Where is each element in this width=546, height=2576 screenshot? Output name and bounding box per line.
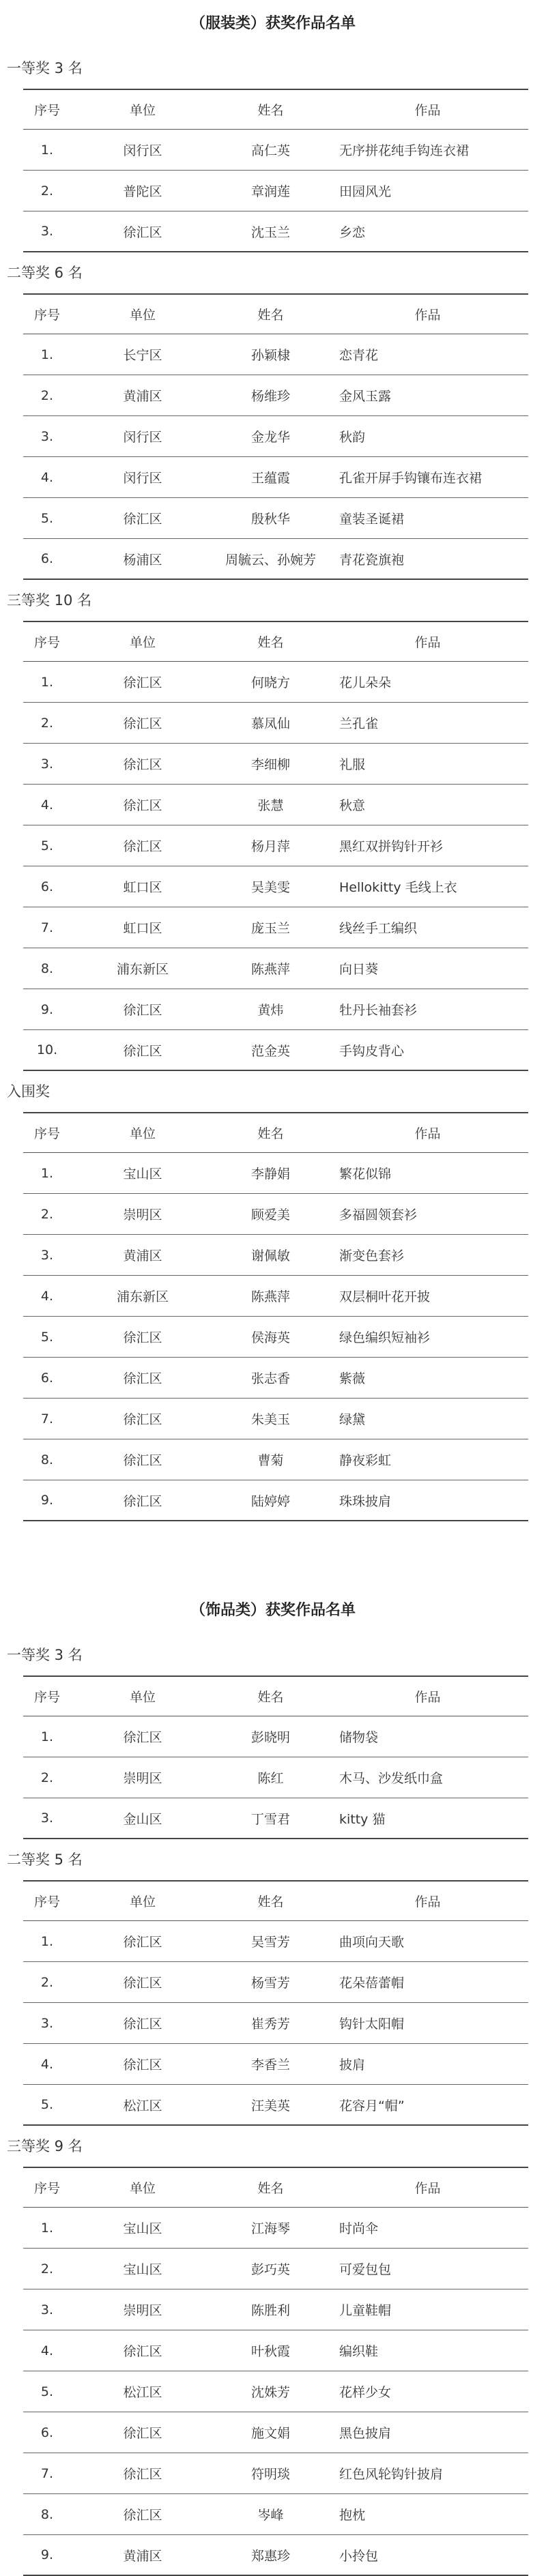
col-work-cell: 花儿朵朵 xyxy=(339,675,392,690)
col-name-cell: 陆婷婷 xyxy=(250,1493,290,1509)
table-row xyxy=(23,2453,528,2494)
col-name-cell: 彭晓明 xyxy=(250,1730,290,1745)
col-work-header: 作品 xyxy=(414,2181,441,2196)
col-name-cell: 杨月萍 xyxy=(250,839,290,854)
col-district-cell: 宝山区 xyxy=(123,2221,162,2236)
col-name-cell: 陈燕萍 xyxy=(250,962,290,977)
col-name-cell: 沈玉兰 xyxy=(250,224,290,240)
col-number-cell: 4. xyxy=(40,469,54,485)
col-name-cell: 金龙华 xyxy=(250,430,290,445)
table-row xyxy=(23,907,528,948)
col-name-header: 姓名 xyxy=(257,2181,284,2196)
col-work-cell: 储物袋 xyxy=(339,1730,379,1745)
col-work-cell: 披肩 xyxy=(339,2058,366,2073)
col-district-cell: 闵行区 xyxy=(123,143,162,158)
col-number-cell: 7. xyxy=(40,1411,54,1426)
col-name-header: 姓名 xyxy=(257,308,284,323)
col-work-cell: 木马、沙发纸巾盒 xyxy=(339,1771,444,1786)
col-district-cell: 闵行区 xyxy=(123,471,162,486)
col-work-header: 作品 xyxy=(414,308,441,323)
award-table xyxy=(23,621,528,1071)
table-row xyxy=(23,785,528,825)
col-district-cell: 徐汇区 xyxy=(123,2508,162,2523)
col-work-cell: 金风玉露 xyxy=(339,389,392,404)
section-spacer xyxy=(0,1521,546,1587)
table-row xyxy=(23,866,528,907)
col-work-header: 作品 xyxy=(414,1894,441,1909)
table-row xyxy=(23,825,528,866)
col-work-cell: 珠珠披肩 xyxy=(339,1493,392,1509)
col-district-cell: 徐汇区 xyxy=(123,1935,162,1950)
table-row xyxy=(23,416,528,457)
col-work-cell: 花朵蓓蕾帽 xyxy=(339,1976,405,1991)
col-name-cell: 崔秀芳 xyxy=(250,2017,290,2032)
table-row xyxy=(23,1276,528,1317)
col-name-cell: 黄炜 xyxy=(257,1003,284,1018)
table-row xyxy=(23,130,528,171)
col-number-cell: 1. xyxy=(40,142,54,158)
col-work-cell: 红色风轮钩针披肩 xyxy=(339,2467,444,2482)
col-work-cell: 花样少女 xyxy=(339,2385,392,2400)
col-work-cell: 手钩皮背心 xyxy=(339,1043,405,1059)
col-number-header: 序号 xyxy=(33,103,60,118)
col-name-cell: 丁雪君 xyxy=(250,1811,290,1827)
col-name-cell: 张慧 xyxy=(257,798,284,813)
table-header-row xyxy=(23,1675,528,1716)
table-row xyxy=(23,1962,528,2003)
col-work-header: 作品 xyxy=(414,1126,441,1141)
col-district-cell: 徐汇区 xyxy=(123,224,162,240)
col-number-cell: 9. xyxy=(40,1001,54,1017)
col-district-cell: 浦东新区 xyxy=(116,1289,169,1304)
col-name-cell: 李细柳 xyxy=(250,757,290,772)
col-number-cell: 4. xyxy=(40,2343,54,2358)
col-name-cell: 孙颖棣 xyxy=(250,348,290,363)
col-work-cell: 儿童鞋帽 xyxy=(339,2303,392,2318)
col-name-cell: 陈红 xyxy=(257,1771,284,1786)
col-number-cell: 1. xyxy=(40,1165,54,1181)
col-work-cell: 多福圆领套衫 xyxy=(339,1208,418,1223)
col-work-cell: 紫薇 xyxy=(339,1371,366,1386)
col-number-cell: 5. xyxy=(40,838,54,853)
col-name-cell: 吴雪芳 xyxy=(250,1935,290,1950)
col-number-cell: 6. xyxy=(40,879,54,894)
col-district-cell: 长宁区 xyxy=(123,348,162,363)
col-name-cell: 杨雪芳 xyxy=(250,1976,290,1991)
col-name-cell: 慕凤仙 xyxy=(250,716,290,731)
col-work-cell: 无序拼花纯手钩连衣裙 xyxy=(339,143,470,158)
table-row xyxy=(23,457,528,498)
col-number-cell: 6. xyxy=(40,2425,54,2440)
table-row xyxy=(23,1921,528,1962)
col-name-cell: 符明琰 xyxy=(250,2467,290,2482)
col-work-cell: 黑色披肩 xyxy=(339,2426,392,2441)
col-name-cell: 张志香 xyxy=(250,1371,290,1386)
col-name-cell: 江海琴 xyxy=(250,2221,290,2236)
col-work-header: 作品 xyxy=(414,103,441,118)
col-name-cell: 李静娟 xyxy=(250,1167,290,1182)
table-row xyxy=(23,1716,528,1757)
col-number-cell: 3. xyxy=(40,1247,54,1263)
table-header-row xyxy=(23,2167,528,2208)
col-name-header: 姓名 xyxy=(257,1690,284,1705)
prize-heading: 二等奖 6 名 xyxy=(7,265,83,281)
col-work-cell: 时尚伞 xyxy=(339,2221,379,2236)
col-number-cell: 1. xyxy=(40,2220,54,2236)
col-name-cell: 庞玉兰 xyxy=(250,921,290,936)
col-number-cell: 2. xyxy=(40,715,54,731)
col-district-header: 单位 xyxy=(129,2181,156,2196)
col-number-cell: 5. xyxy=(40,2097,54,2112)
col-number-cell: 5. xyxy=(40,2384,54,2399)
table-row xyxy=(23,2371,528,2412)
col-district-cell: 徐汇区 xyxy=(123,1043,162,1059)
col-name-cell: 陈燕萍 xyxy=(250,1289,290,1304)
table-row xyxy=(23,1439,528,1480)
col-district-cell: 普陀区 xyxy=(123,184,162,199)
col-district-cell: 徐汇区 xyxy=(123,1976,162,1991)
col-work-cell: 童装圣诞裙 xyxy=(339,512,405,527)
col-district-cell: 浦东新区 xyxy=(116,962,169,977)
col-name-cell: 施文娟 xyxy=(250,2426,290,2441)
col-number-cell: 3. xyxy=(40,2015,54,2031)
col-district-cell: 徐汇区 xyxy=(123,757,162,772)
col-number-cell: 10. xyxy=(36,1042,58,1057)
prize-heading: 三等奖 10 名 xyxy=(7,592,92,609)
table-header-row xyxy=(23,89,528,130)
col-district-cell: 徐汇区 xyxy=(123,1493,162,1509)
col-number-cell: 2. xyxy=(40,183,54,199)
table-row xyxy=(23,2085,528,2126)
col-number-header: 序号 xyxy=(33,1690,60,1705)
col-name-cell: 曹菊 xyxy=(257,1453,284,1468)
col-district-cell: 徐汇区 xyxy=(123,1453,162,1468)
table-row xyxy=(23,2535,528,2576)
col-number-cell: 6. xyxy=(40,1370,54,1386)
col-name-cell: 陈胜利 xyxy=(250,2303,290,2318)
table-row xyxy=(23,2494,528,2535)
table-row xyxy=(23,171,528,211)
col-name-header: 姓名 xyxy=(257,635,284,650)
col-number-cell: 4. xyxy=(40,2056,54,2072)
col-district-cell: 徐汇区 xyxy=(123,2426,162,2441)
col-name-cell: 周毓云、孙婉芳 xyxy=(225,552,316,568)
col-work-cell: 孔雀开屏手钩镶布连衣裙 xyxy=(339,471,483,486)
prize-heading: 一等奖 3 名 xyxy=(7,60,83,76)
award-table xyxy=(23,89,528,252)
col-district-cell: 杨浦区 xyxy=(123,552,162,568)
col-number-cell: 8. xyxy=(40,1452,54,1467)
col-work-cell: 抱枕 xyxy=(339,2508,366,2523)
col-name-header: 姓名 xyxy=(257,103,284,118)
col-number-cell: 9. xyxy=(40,1493,54,1508)
table-row xyxy=(23,1798,528,1839)
col-name-cell: 郑惠珍 xyxy=(250,2548,290,2564)
col-work-cell: 花容月“帽” xyxy=(339,2098,405,2113)
table-row xyxy=(23,1153,528,1194)
col-number-cell: 1. xyxy=(40,1729,54,1744)
col-district-cell: 徐汇区 xyxy=(123,512,162,527)
table-row xyxy=(23,662,528,703)
table-row xyxy=(23,744,528,785)
col-name-cell: 李香兰 xyxy=(250,2058,290,2073)
col-district-cell: 徐汇区 xyxy=(123,675,162,690)
col-number-cell: 1. xyxy=(40,347,54,362)
table-row xyxy=(23,703,528,744)
section-title: （服装类）获奖作品名单 xyxy=(190,15,356,32)
table-header-row xyxy=(23,1112,528,1153)
table-row xyxy=(23,1480,528,1521)
col-name-cell: 吴美雯 xyxy=(250,880,290,895)
table-header-row xyxy=(23,1880,528,1921)
col-number-cell: 7. xyxy=(40,920,54,935)
col-name-cell: 谢佩敏 xyxy=(250,1248,290,1263)
col-number-cell: 3. xyxy=(40,428,54,444)
col-number-cell: 9. xyxy=(40,2547,54,2562)
table-row xyxy=(23,1235,528,1276)
table-row xyxy=(23,2249,528,2289)
col-name-cell: 顾爱美 xyxy=(250,1208,290,1223)
col-name-header: 姓名 xyxy=(257,1894,284,1909)
col-name-cell: 彭巧英 xyxy=(250,2262,290,2277)
col-district-cell: 黄浦区 xyxy=(123,1248,162,1263)
col-work-cell: 双层桐叶花开披 xyxy=(339,1289,431,1304)
col-number-cell: 8. xyxy=(40,961,54,976)
col-work-cell: kitty 猫 xyxy=(339,1811,386,1827)
table-header-row xyxy=(23,293,528,334)
table-row xyxy=(23,2289,528,2330)
col-district-cell: 虹口区 xyxy=(123,921,162,936)
col-number-cell: 5. xyxy=(40,510,54,526)
col-work-cell: 礼服 xyxy=(339,757,366,772)
table-row xyxy=(23,1757,528,1798)
prize-heading: 三等奖 9 名 xyxy=(7,2138,83,2154)
col-district-cell: 宝山区 xyxy=(123,1167,162,1182)
table-row xyxy=(23,1317,528,1358)
col-district-header: 单位 xyxy=(129,1690,156,1705)
col-number-cell: 2. xyxy=(40,387,54,403)
table-row xyxy=(23,989,528,1030)
col-work-cell: 乡恋 xyxy=(339,224,366,240)
col-work-header: 作品 xyxy=(414,635,441,650)
col-work-cell: 渐变色套衫 xyxy=(339,1248,405,1263)
col-district-cell: 徐汇区 xyxy=(123,1730,162,1745)
table-row xyxy=(23,1358,528,1399)
col-district-header: 单位 xyxy=(129,103,156,118)
award-table xyxy=(23,1880,528,2126)
col-number-cell: 7. xyxy=(40,2465,54,2481)
table-row xyxy=(23,375,528,416)
award-table xyxy=(23,2167,528,2576)
col-number-cell: 2. xyxy=(40,1770,54,1785)
col-work-cell: 可爱包包 xyxy=(339,2262,392,2277)
table-row xyxy=(23,334,528,375)
col-district-cell: 徐汇区 xyxy=(123,2467,162,2482)
col-work-cell: 牡丹长袖套衫 xyxy=(339,1003,418,1018)
table-row xyxy=(23,2044,528,2085)
col-number-header: 序号 xyxy=(33,635,60,650)
col-number-cell: 3. xyxy=(40,1811,54,1826)
col-name-cell: 叶秋霞 xyxy=(250,2344,290,2359)
col-name-cell: 殷秋华 xyxy=(250,512,290,527)
col-number-cell: 2. xyxy=(40,1206,54,1222)
col-district-cell: 徐汇区 xyxy=(123,2017,162,2032)
col-work-cell: 青花瓷旗袍 xyxy=(339,552,405,568)
col-number-cell: 1. xyxy=(40,674,54,690)
col-district-header: 单位 xyxy=(129,1126,156,1141)
col-name-header: 姓名 xyxy=(257,1126,284,1141)
col-work-cell: 绿色编织短袖衫 xyxy=(339,1330,431,1345)
col-number-cell: 1. xyxy=(40,1933,54,1949)
table-row xyxy=(23,1030,528,1071)
col-district-cell: 金山区 xyxy=(123,1811,162,1827)
col-number-cell: 2. xyxy=(40,2261,54,2277)
col-work-cell: 田园风光 xyxy=(339,184,392,199)
table-row xyxy=(23,1399,528,1439)
col-work-cell: Hellokitty 毛线上衣 xyxy=(339,880,457,895)
col-district-cell: 徐汇区 xyxy=(123,1330,162,1345)
col-work-cell: 曲项向天歌 xyxy=(339,1935,405,1950)
col-district-cell: 徐汇区 xyxy=(123,1371,162,1386)
col-name-cell: 王蕴霞 xyxy=(250,471,290,486)
col-district-cell: 徐汇区 xyxy=(123,2344,162,2359)
col-work-cell: 线丝手工编织 xyxy=(339,921,418,936)
award-table xyxy=(23,293,528,580)
col-name-cell: 章润莲 xyxy=(250,184,290,199)
col-district-cell: 崇明区 xyxy=(123,2303,162,2318)
col-number-header: 序号 xyxy=(33,1894,60,1909)
col-district-cell: 徐汇区 xyxy=(123,1412,162,1427)
col-district-cell: 松江区 xyxy=(123,2098,162,2113)
table-row xyxy=(23,498,528,539)
col-name-cell: 侯海英 xyxy=(250,1330,290,1345)
col-district-header: 单位 xyxy=(129,635,156,650)
col-name-cell: 岑峰 xyxy=(257,2508,284,2523)
col-district-cell: 崇明区 xyxy=(123,1208,162,1223)
table-header-row xyxy=(23,621,528,662)
col-work-header: 作品 xyxy=(414,1690,441,1705)
col-number-cell: 2. xyxy=(40,1974,54,1990)
col-number-cell: 4. xyxy=(40,1288,54,1304)
table-row xyxy=(23,2330,528,2371)
table-row xyxy=(23,2208,528,2249)
section-title: （饰品类）获奖作品名单 xyxy=(190,1602,356,1619)
col-work-cell: 绿黛 xyxy=(339,1412,366,1427)
col-work-cell: 钩针太阳帽 xyxy=(339,2017,405,2032)
table-row xyxy=(23,211,528,252)
col-work-cell: 秋韵 xyxy=(339,430,366,445)
col-name-cell: 何晓方 xyxy=(250,675,290,690)
award-table xyxy=(23,1112,528,1521)
col-district-header: 单位 xyxy=(129,308,156,323)
award-table xyxy=(23,1675,528,1839)
col-work-cell: 恋青花 xyxy=(339,348,379,363)
table-row xyxy=(23,539,528,580)
col-district-header: 单位 xyxy=(129,1894,156,1909)
col-work-cell: 向日葵 xyxy=(339,962,379,977)
col-work-cell: 黑红双拼钩针开衫 xyxy=(339,839,444,854)
col-number-cell: 3. xyxy=(40,224,54,239)
col-number-cell: 5. xyxy=(40,1329,54,1345)
col-district-cell: 松江区 xyxy=(123,2385,162,2400)
col-number-cell: 8. xyxy=(40,2506,54,2522)
col-district-cell: 虹口区 xyxy=(123,880,162,895)
col-number-header: 序号 xyxy=(33,308,60,323)
col-number-cell: 4. xyxy=(40,797,54,813)
col-work-cell: 编织鞋 xyxy=(339,2344,379,2359)
col-work-cell: 繁花似锦 xyxy=(339,1167,392,1182)
col-district-cell: 黄浦区 xyxy=(123,2548,162,2564)
col-number-header: 序号 xyxy=(33,2181,60,2196)
col-work-cell: 秋意 xyxy=(339,798,366,813)
col-district-cell: 黄浦区 xyxy=(123,389,162,404)
col-name-cell: 朱美玉 xyxy=(250,1412,290,1427)
prize-heading: 入围奖 xyxy=(7,1083,50,1100)
col-work-cell: 小拎包 xyxy=(339,2548,379,2564)
prize-heading: 二等奖 5 名 xyxy=(7,1852,83,1868)
col-name-cell: 汪美英 xyxy=(250,2098,290,2113)
col-number-header: 序号 xyxy=(33,1126,60,1141)
col-district-cell: 徐汇区 xyxy=(123,839,162,854)
table-row xyxy=(23,2003,528,2044)
col-district-cell: 徐汇区 xyxy=(123,798,162,813)
table-row xyxy=(23,948,528,989)
col-name-cell: 高仁英 xyxy=(250,143,290,158)
col-district-cell: 闵行区 xyxy=(123,430,162,445)
col-number-cell: 3. xyxy=(40,2302,54,2317)
col-district-cell: 徐汇区 xyxy=(123,716,162,731)
col-number-cell: 6. xyxy=(40,551,54,566)
col-district-cell: 徐汇区 xyxy=(123,1003,162,1018)
col-district-cell: 宝山区 xyxy=(123,2262,162,2277)
prize-heading: 一等奖 3 名 xyxy=(7,1647,83,1663)
table-row xyxy=(23,1194,528,1235)
col-work-cell: 兰孔雀 xyxy=(339,716,379,731)
col-name-cell: 范金英 xyxy=(250,1043,290,1059)
col-work-cell: 静夜彩虹 xyxy=(339,1453,392,1468)
table-row xyxy=(23,2412,528,2453)
col-district-cell: 崇明区 xyxy=(123,1771,162,1786)
col-number-cell: 3. xyxy=(40,756,54,772)
col-name-cell: 杨维珍 xyxy=(250,389,290,404)
col-name-cell: 沈姝芳 xyxy=(250,2385,290,2400)
col-district-cell: 徐汇区 xyxy=(123,2058,162,2073)
